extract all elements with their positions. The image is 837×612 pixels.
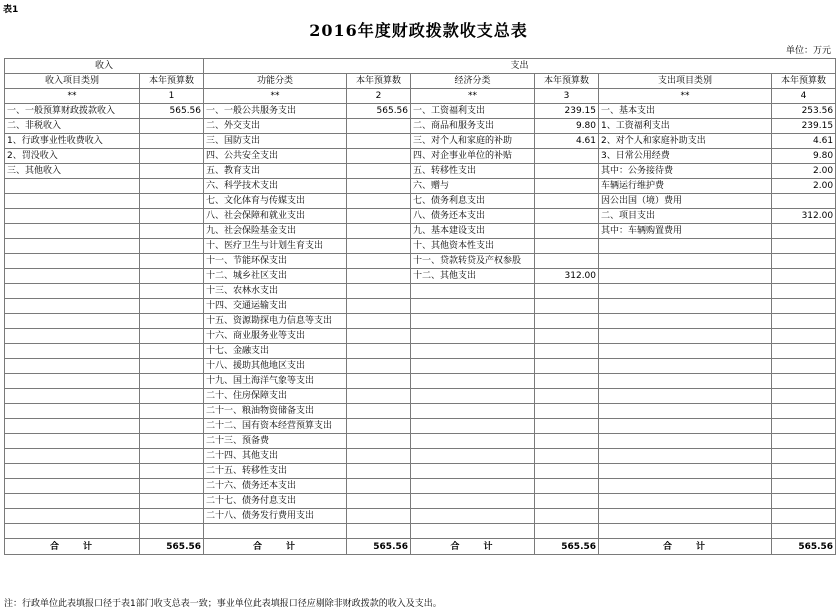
expense-value-cell[interactable]: 4.61 xyxy=(772,134,836,149)
function-value-cell[interactable] xyxy=(347,434,411,449)
economic-value-cell[interactable]: 312.00 xyxy=(535,269,599,284)
total-label[interactable]: 合 计 xyxy=(204,539,347,555)
economic-value-cell[interactable] xyxy=(535,389,599,404)
economic-item-cell[interactable]: 九、基本建设支出 xyxy=(411,224,535,239)
income-value-cell[interactable] xyxy=(140,479,204,494)
economic-value-cell[interactable]: 239.15 xyxy=(535,104,599,119)
income-value-cell[interactable] xyxy=(140,464,204,479)
col-expense-item[interactable]: 支出项目类别 xyxy=(599,74,772,89)
economic-value-cell[interactable] xyxy=(535,314,599,329)
income-item-cell[interactable] xyxy=(5,344,140,359)
economic-value-cell[interactable] xyxy=(535,404,599,419)
economic-item-cell[interactable] xyxy=(411,494,535,509)
economic-item-cell[interactable] xyxy=(411,524,535,539)
expense-item-cell[interactable] xyxy=(599,254,772,269)
col-expense-budget[interactable]: 本年预算数 xyxy=(772,74,836,89)
function-item-cell[interactable]: 二十二、国有资本经营预算支出 xyxy=(204,419,347,434)
income-item-cell[interactable] xyxy=(5,404,140,419)
function-value-cell[interactable] xyxy=(347,299,411,314)
income-value-cell[interactable] xyxy=(140,164,204,179)
table-row xyxy=(5,224,836,239)
expense-item-cell[interactable]: 车辆运行维护费 xyxy=(599,179,772,194)
economic-value-cell[interactable] xyxy=(535,299,599,314)
economic-value-cell[interactable] xyxy=(535,194,599,209)
function-value-cell[interactable] xyxy=(347,254,411,269)
income-item-cell[interactable] xyxy=(5,329,140,344)
income-value-cell[interactable] xyxy=(140,344,204,359)
table-row xyxy=(5,299,836,314)
income-value-cell[interactable] xyxy=(140,239,204,254)
income-value-cell[interactable] xyxy=(140,449,204,464)
table-row xyxy=(5,314,836,329)
index-number[interactable]: 4 xyxy=(772,89,836,104)
income-value-cell[interactable]: 565.56 xyxy=(140,104,204,119)
expense-value-cell[interactable] xyxy=(772,374,836,389)
income-item-cell[interactable] xyxy=(5,464,140,479)
table-row xyxy=(5,269,836,284)
function-item-cell[interactable]: 九、社会保险基金支出 xyxy=(204,224,347,239)
income-value-cell[interactable] xyxy=(140,299,204,314)
index-number[interactable]: 3 xyxy=(535,89,599,104)
function-value-cell[interactable] xyxy=(347,269,411,284)
total-label[interactable]: 合 计 xyxy=(5,539,140,555)
function-value-cell[interactable] xyxy=(347,134,411,149)
economic-value-cell[interactable]: 4.61 xyxy=(535,134,599,149)
economic-item-cell[interactable] xyxy=(411,464,535,479)
function-item-cell[interactable]: 二十七、债务付息支出 xyxy=(204,494,347,509)
economic-value-cell[interactable] xyxy=(535,164,599,179)
income-item-cell[interactable] xyxy=(5,419,140,434)
income-item-cell[interactable] xyxy=(5,494,140,509)
expense-item-cell[interactable] xyxy=(599,389,772,404)
function-item-cell[interactable]: 十九、国土海洋气象等支出 xyxy=(204,374,347,389)
expense-item-cell[interactable] xyxy=(599,404,772,419)
index-stars[interactable]: ** xyxy=(204,89,347,104)
expense-item-cell[interactable]: 因公出国（境）费用 xyxy=(599,194,772,209)
income-item-cell[interactable]: 一、一般预算财政拨款收入 xyxy=(5,104,140,119)
economic-value-cell[interactable] xyxy=(535,419,599,434)
table-row xyxy=(5,464,836,479)
expense-value-cell[interactable] xyxy=(772,524,836,539)
index-number[interactable]: 1 xyxy=(140,89,204,104)
economic-item-cell[interactable] xyxy=(411,389,535,404)
function-item-cell[interactable]: 二十六、债务还本支出 xyxy=(204,479,347,494)
function-item-cell[interactable] xyxy=(204,524,347,539)
economic-value-cell[interactable] xyxy=(535,149,599,164)
footnote: 注：行政单位此表填报口径于表1部门收支总表一致；事业单位此表填报口径应剔除非财政拨款的收入及支出。 xyxy=(4,599,442,609)
table-row xyxy=(5,194,836,209)
table-row xyxy=(5,254,836,269)
function-item-cell[interactable]: 十、医疗卫生与计划生育支出 xyxy=(204,239,347,254)
income-value-cell[interactable] xyxy=(140,314,204,329)
economic-item-cell[interactable]: 十二、其他支出 xyxy=(411,269,535,284)
table-row xyxy=(5,509,836,524)
expense-value-cell[interactable]: 312.00 xyxy=(772,209,836,224)
expense-value-cell[interactable] xyxy=(772,284,836,299)
expense-value-cell[interactable] xyxy=(772,449,836,464)
function-item-cell[interactable]: 十八、援助其他地区支出 xyxy=(204,359,347,374)
economic-item-cell[interactable] xyxy=(411,479,535,494)
economic-value-cell[interactable] xyxy=(535,449,599,464)
table-row xyxy=(5,239,836,254)
col-function-budget[interactable]: 本年预算数 xyxy=(347,74,411,89)
income-value-cell[interactable] xyxy=(140,509,204,524)
function-item-cell[interactable]: 二十三、预备费 xyxy=(204,434,347,449)
economic-item-cell[interactable]: 七、债务利息支出 xyxy=(411,194,535,209)
expense-item-cell[interactable] xyxy=(599,449,772,464)
expense-value-cell[interactable] xyxy=(772,359,836,374)
income-value-cell[interactable] xyxy=(140,119,204,134)
economic-item-cell[interactable]: 一、工资福利支出 xyxy=(411,104,535,119)
table-row xyxy=(5,434,836,449)
function-value-cell[interactable] xyxy=(347,344,411,359)
economic-item-cell[interactable]: 十一、贷款转贷及产权参股 xyxy=(411,254,535,269)
income-item-cell[interactable] xyxy=(5,179,140,194)
function-value-cell[interactable] xyxy=(347,509,411,524)
table-row xyxy=(5,419,836,434)
table-row xyxy=(5,404,836,419)
income-value-cell[interactable] xyxy=(140,224,204,239)
expense-value-cell[interactable] xyxy=(772,194,836,209)
economic-item-cell[interactable] xyxy=(411,359,535,374)
function-item-cell[interactable]: 十五、资源勘探电力信息等支出 xyxy=(204,314,347,329)
expense-value-cell[interactable]: 239.15 xyxy=(772,119,836,134)
expense-item-cell[interactable]: 其中：车辆购置费用 xyxy=(599,224,772,239)
expense-value-cell[interactable] xyxy=(772,224,836,239)
income-item-cell[interactable]: 三、其他收入 xyxy=(5,164,140,179)
expense-item-cell[interactable] xyxy=(599,524,772,539)
income-item-cell[interactable] xyxy=(5,314,140,329)
income-item-cell[interactable] xyxy=(5,449,140,464)
economic-value-cell[interactable] xyxy=(535,239,599,254)
expense-value-cell[interactable] xyxy=(772,299,836,314)
table-row xyxy=(5,104,836,119)
expense-value-cell[interactable] xyxy=(772,254,836,269)
table-row xyxy=(5,389,836,404)
function-value-cell[interactable] xyxy=(347,224,411,239)
expense-group-header[interactable]: 支出 xyxy=(204,59,836,74)
income-value-cell[interactable] xyxy=(140,434,204,449)
income-value-cell[interactable] xyxy=(140,149,204,164)
function-value-cell[interactable] xyxy=(347,449,411,464)
expense-item-cell[interactable] xyxy=(599,359,772,374)
income-value-cell[interactable] xyxy=(140,284,204,299)
expense-value-cell[interactable]: 2.00 xyxy=(772,164,836,179)
income-item-cell[interactable] xyxy=(5,269,140,284)
economic-value-cell[interactable] xyxy=(535,254,599,269)
expense-value-cell[interactable] xyxy=(772,509,836,524)
expense-value-cell[interactable] xyxy=(772,434,836,449)
income-item-cell[interactable] xyxy=(5,434,140,449)
function-value-cell[interactable] xyxy=(347,119,411,134)
expense-item-cell[interactable] xyxy=(599,374,772,389)
income-group-header[interactable]: 收入 xyxy=(5,59,204,74)
income-value-cell[interactable] xyxy=(140,404,204,419)
expense-item-cell[interactable] xyxy=(599,314,772,329)
function-value-cell[interactable] xyxy=(347,479,411,494)
table-row xyxy=(5,524,836,539)
function-value-cell[interactable] xyxy=(347,419,411,434)
economic-value-cell[interactable] xyxy=(535,344,599,359)
income-item-cell[interactable]: 1、行政事业性收费收入 xyxy=(5,134,140,149)
function-value-cell[interactable] xyxy=(347,464,411,479)
function-item-cell[interactable]: 十二、城乡社区支出 xyxy=(204,269,347,284)
function-item-cell[interactable]: 三、国防支出 xyxy=(204,134,347,149)
function-value-cell[interactable] xyxy=(347,314,411,329)
expense-value-cell[interactable] xyxy=(772,344,836,359)
economic-value-cell[interactable]: 9.80 xyxy=(535,119,599,134)
function-value-cell[interactable]: 565.56 xyxy=(347,104,411,119)
income-item-cell[interactable] xyxy=(5,359,140,374)
expense-item-cell[interactable] xyxy=(599,464,772,479)
economic-value-cell[interactable] xyxy=(535,209,599,224)
function-value-cell[interactable] xyxy=(347,329,411,344)
page-title: 2016年度财政拨款收支总表 xyxy=(309,21,528,40)
sheet-label: 表1 xyxy=(3,5,19,15)
function-value-cell[interactable] xyxy=(347,179,411,194)
expense-item-cell[interactable] xyxy=(599,494,772,509)
economic-item-cell[interactable]: 六、赠与 xyxy=(411,179,535,194)
expense-item-cell[interactable] xyxy=(599,269,772,284)
function-value-cell[interactable] xyxy=(347,209,411,224)
function-value-cell[interactable] xyxy=(347,164,411,179)
function-item-cell[interactable]: 二十五、转移性支出 xyxy=(204,464,347,479)
economic-item-cell[interactable] xyxy=(411,344,535,359)
function-value-cell[interactable] xyxy=(347,284,411,299)
expense-item-cell[interactable] xyxy=(599,299,772,314)
economic-value-cell[interactable] xyxy=(535,329,599,344)
income-item-cell[interactable]: 2、罚没收入 xyxy=(5,149,140,164)
function-item-cell[interactable]: 二、外交支出 xyxy=(204,119,347,134)
economic-item-cell[interactable]: 二、商品和服务支出 xyxy=(411,119,535,134)
function-value-cell[interactable] xyxy=(347,389,411,404)
budget-table xyxy=(4,58,836,555)
income-item-cell[interactable] xyxy=(5,299,140,314)
economic-value-cell[interactable] xyxy=(535,374,599,389)
expense-value-cell[interactable] xyxy=(772,314,836,329)
income-item-cell[interactable] xyxy=(5,479,140,494)
index-stars[interactable]: ** xyxy=(599,89,772,104)
function-value-cell[interactable] xyxy=(347,494,411,509)
table-row xyxy=(5,284,836,299)
income-value-cell[interactable] xyxy=(140,389,204,404)
income-value-cell[interactable] xyxy=(140,524,204,539)
expense-item-cell[interactable]: 二、项目支出 xyxy=(599,209,772,224)
index-stars[interactable]: ** xyxy=(411,89,535,104)
table-row xyxy=(5,344,836,359)
total-function[interactable]: 565.56 xyxy=(347,539,411,555)
expense-item-cell[interactable] xyxy=(599,479,772,494)
expense-value-cell[interactable] xyxy=(772,239,836,254)
index-number[interactable]: 2 xyxy=(347,89,411,104)
unit-label: 单位：万元 xyxy=(785,46,831,56)
function-value-cell[interactable] xyxy=(347,374,411,389)
expense-item-cell[interactable]: 一、基本支出 xyxy=(599,104,772,119)
income-value-cell[interactable] xyxy=(140,494,204,509)
function-value-cell[interactable] xyxy=(347,239,411,254)
col-economic[interactable]: 经济分类 xyxy=(411,74,535,89)
col-income-budget[interactable]: 本年预算数 xyxy=(140,74,204,89)
expense-item-cell[interactable]: 1、工资福利支出 xyxy=(599,119,772,134)
economic-item-cell[interactable]: 十、其他资本性支出 xyxy=(411,239,535,254)
income-value-cell[interactable] xyxy=(140,209,204,224)
function-value-cell[interactable] xyxy=(347,359,411,374)
economic-value-cell[interactable] xyxy=(535,464,599,479)
function-value-cell[interactable] xyxy=(347,194,411,209)
economic-value-cell[interactable] xyxy=(535,359,599,374)
economic-item-cell[interactable]: 四、对企事业单位的补贴 xyxy=(411,149,535,164)
expense-value-cell[interactable] xyxy=(772,404,836,419)
header-row-group xyxy=(5,59,836,74)
table-row xyxy=(5,149,836,164)
function-item-cell[interactable]: 十七、金融支出 xyxy=(204,344,347,359)
income-item-cell[interactable] xyxy=(5,239,140,254)
expense-item-cell[interactable] xyxy=(599,329,772,344)
function-item-cell[interactable]: 十四、交通运输支出 xyxy=(204,299,347,314)
economic-value-cell[interactable] xyxy=(535,479,599,494)
economic-item-cell[interactable] xyxy=(411,449,535,464)
expense-item-cell[interactable]: 2、对个人和家庭补助支出 xyxy=(599,134,772,149)
expense-item-cell[interactable] xyxy=(599,239,772,254)
expense-value-cell[interactable] xyxy=(772,494,836,509)
economic-item-cell[interactable] xyxy=(411,404,535,419)
function-item-cell[interactable]: 二十、住房保障支出 xyxy=(204,389,347,404)
economic-item-cell[interactable] xyxy=(411,314,535,329)
expense-item-cell[interactable] xyxy=(599,434,772,449)
income-item-cell[interactable]: 二、非税收入 xyxy=(5,119,140,134)
economic-item-cell[interactable] xyxy=(411,434,535,449)
income-item-cell[interactable] xyxy=(5,254,140,269)
economic-value-cell[interactable] xyxy=(535,179,599,194)
expense-item-cell[interactable] xyxy=(599,509,772,524)
table-row xyxy=(5,494,836,509)
economic-value-cell[interactable] xyxy=(535,524,599,539)
total-income[interactable]: 565.56 xyxy=(140,539,204,555)
economic-item-cell[interactable] xyxy=(411,284,535,299)
expense-item-cell[interactable]: 3、日常公用经费 xyxy=(599,149,772,164)
income-item-cell[interactable] xyxy=(5,509,140,524)
function-item-cell[interactable]: 六、科学技术支出 xyxy=(204,179,347,194)
header-row-columns xyxy=(5,74,836,89)
income-item-cell[interactable] xyxy=(5,524,140,539)
function-item-cell[interactable]: 十六、商业服务业等支出 xyxy=(204,329,347,344)
economic-item-cell[interactable]: 五、转移性支出 xyxy=(411,164,535,179)
function-value-cell[interactable] xyxy=(347,524,411,539)
economic-item-cell[interactable] xyxy=(411,329,535,344)
table-row xyxy=(5,329,836,344)
income-value-cell[interactable] xyxy=(140,179,204,194)
income-item-cell[interactable] xyxy=(5,194,140,209)
expense-value-cell[interactable] xyxy=(772,419,836,434)
income-item-cell[interactable] xyxy=(5,284,140,299)
col-income-item[interactable]: 收入项目类别 xyxy=(5,74,140,89)
col-economic-budget[interactable]: 本年预算数 xyxy=(535,74,599,89)
col-function[interactable]: 功能分类 xyxy=(204,74,347,89)
function-item-cell[interactable]: 五、教育支出 xyxy=(204,164,347,179)
expense-value-cell[interactable]: 9.80 xyxy=(772,149,836,164)
income-item-cell[interactable] xyxy=(5,389,140,404)
economic-value-cell[interactable] xyxy=(535,434,599,449)
function-item-cell[interactable]: 七、文化体育与传媒支出 xyxy=(204,194,347,209)
function-item-cell[interactable]: 二十八、债务发行费用支出 xyxy=(204,509,347,524)
table-row xyxy=(5,164,836,179)
total-expense[interactable]: 565.56 xyxy=(772,539,836,555)
function-item-cell[interactable]: 二十一、粮油物资储备支出 xyxy=(204,404,347,419)
expense-value-cell[interactable]: 2.00 xyxy=(772,179,836,194)
function-item-cell[interactable]: 八、社会保障和就业支出 xyxy=(204,209,347,224)
expense-value-cell[interactable] xyxy=(772,329,836,344)
function-item-cell[interactable]: 十一、节能环保支出 xyxy=(204,254,347,269)
economic-value-cell[interactable] xyxy=(535,509,599,524)
table-row xyxy=(5,134,836,149)
income-value-cell[interactable] xyxy=(140,329,204,344)
function-item-cell[interactable]: 十三、农林水支出 xyxy=(204,284,347,299)
expense-item-cell[interactable]: 其中：公务接待费 xyxy=(599,164,772,179)
income-item-cell[interactable] xyxy=(5,224,140,239)
total-row xyxy=(5,539,836,555)
economic-value-cell[interactable] xyxy=(535,224,599,239)
economic-item-cell[interactable]: 三、对个人和家庭的补助 xyxy=(411,134,535,149)
economic-item-cell[interactable]: 八、债务还本支出 xyxy=(411,209,535,224)
economic-value-cell[interactable] xyxy=(535,284,599,299)
income-value-cell[interactable] xyxy=(140,374,204,389)
expense-item-cell[interactable] xyxy=(599,419,772,434)
expense-value-cell[interactable] xyxy=(772,389,836,404)
table-row xyxy=(5,119,836,134)
income-item-cell[interactable] xyxy=(5,209,140,224)
economic-item-cell[interactable] xyxy=(411,299,535,314)
function-value-cell[interactable] xyxy=(347,404,411,419)
table-row xyxy=(5,179,836,194)
table-row xyxy=(5,374,836,389)
expense-item-cell[interactable] xyxy=(599,344,772,359)
total-label[interactable]: 合 计 xyxy=(599,539,772,555)
function-item-cell[interactable]: 二十四、其他支出 xyxy=(204,449,347,464)
total-label[interactable]: 合 计 xyxy=(411,539,535,555)
expense-value-cell[interactable] xyxy=(772,464,836,479)
expense-value-cell[interactable] xyxy=(772,269,836,284)
expense-value-cell[interactable] xyxy=(772,479,836,494)
sheet-header xyxy=(0,0,837,14)
income-value-cell[interactable] xyxy=(140,359,204,374)
income-value-cell[interactable] xyxy=(140,419,204,434)
header-row-index xyxy=(5,89,836,104)
function-value-cell[interactable] xyxy=(347,149,411,164)
total-economic[interactable]: 565.56 xyxy=(535,539,599,555)
table-row xyxy=(5,209,836,224)
table-row xyxy=(5,479,836,494)
economic-item-cell[interactable] xyxy=(411,419,535,434)
income-value-cell[interactable] xyxy=(140,254,204,269)
income-value-cell[interactable] xyxy=(140,269,204,284)
function-item-cell[interactable]: 一、一般公共服务支出 xyxy=(204,104,347,119)
economic-value-cell[interactable] xyxy=(535,494,599,509)
function-item-cell[interactable]: 四、公共安全支出 xyxy=(204,149,347,164)
economic-item-cell[interactable] xyxy=(411,509,535,524)
income-value-cell[interactable] xyxy=(140,134,204,149)
expense-item-cell[interactable] xyxy=(599,284,772,299)
economic-item-cell[interactable] xyxy=(411,374,535,389)
income-item-cell[interactable] xyxy=(5,374,140,389)
table-row xyxy=(5,449,836,464)
income-value-cell[interactable] xyxy=(140,194,204,209)
expense-value-cell[interactable]: 253.56 xyxy=(772,104,836,119)
table-row xyxy=(5,359,836,374)
index-stars[interactable]: ** xyxy=(5,89,140,104)
